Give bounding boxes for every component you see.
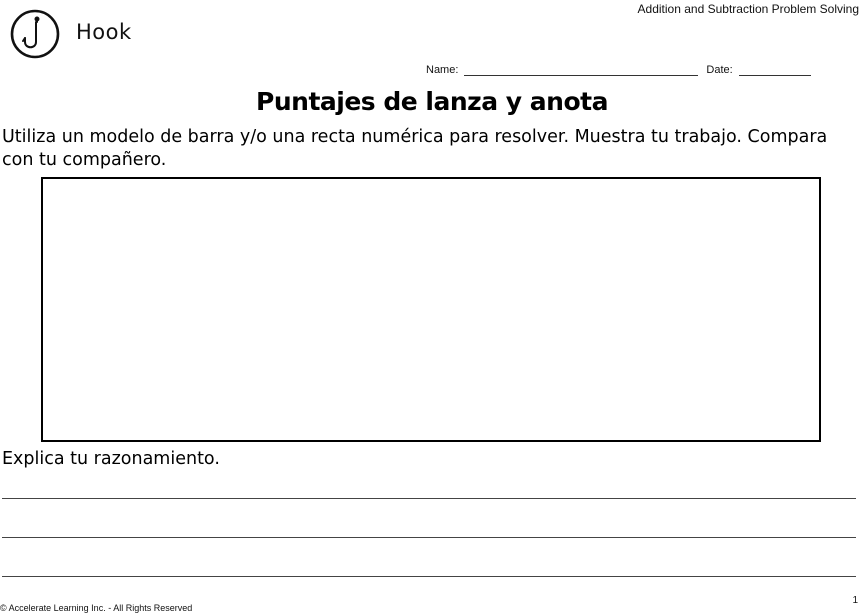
answer-line[interactable]	[2, 537, 856, 538]
name-label: Name:	[426, 64, 459, 76]
answer-line[interactable]	[2, 576, 856, 577]
date-label: Date:	[706, 64, 733, 76]
date-field[interactable]	[739, 65, 811, 76]
explain-prompt: Explica tu razonamiento.	[2, 449, 220, 469]
name-date-row	[426, 64, 811, 76]
page-number: 1	[852, 595, 858, 606]
answer-line[interactable]	[2, 498, 856, 499]
work-area-box[interactable]	[41, 177, 821, 442]
course-title: Addition and Subtraction Problem Solving	[637, 2, 859, 16]
name-field[interactable]	[464, 65, 698, 76]
copyright-text: © Accelerate Learning Inc. - All Rights Reserved	[0, 603, 193, 613]
hook-icon	[10, 9, 60, 59]
instructions: Utiliza un modelo de barra y/o una recta numérica para resolver. Muestra tu trabajo. Compara con tu compañero.	[2, 127, 828, 170]
section-label: Hook	[76, 20, 132, 44]
page-title: Puntajes de lanza y anota	[256, 87, 608, 116]
